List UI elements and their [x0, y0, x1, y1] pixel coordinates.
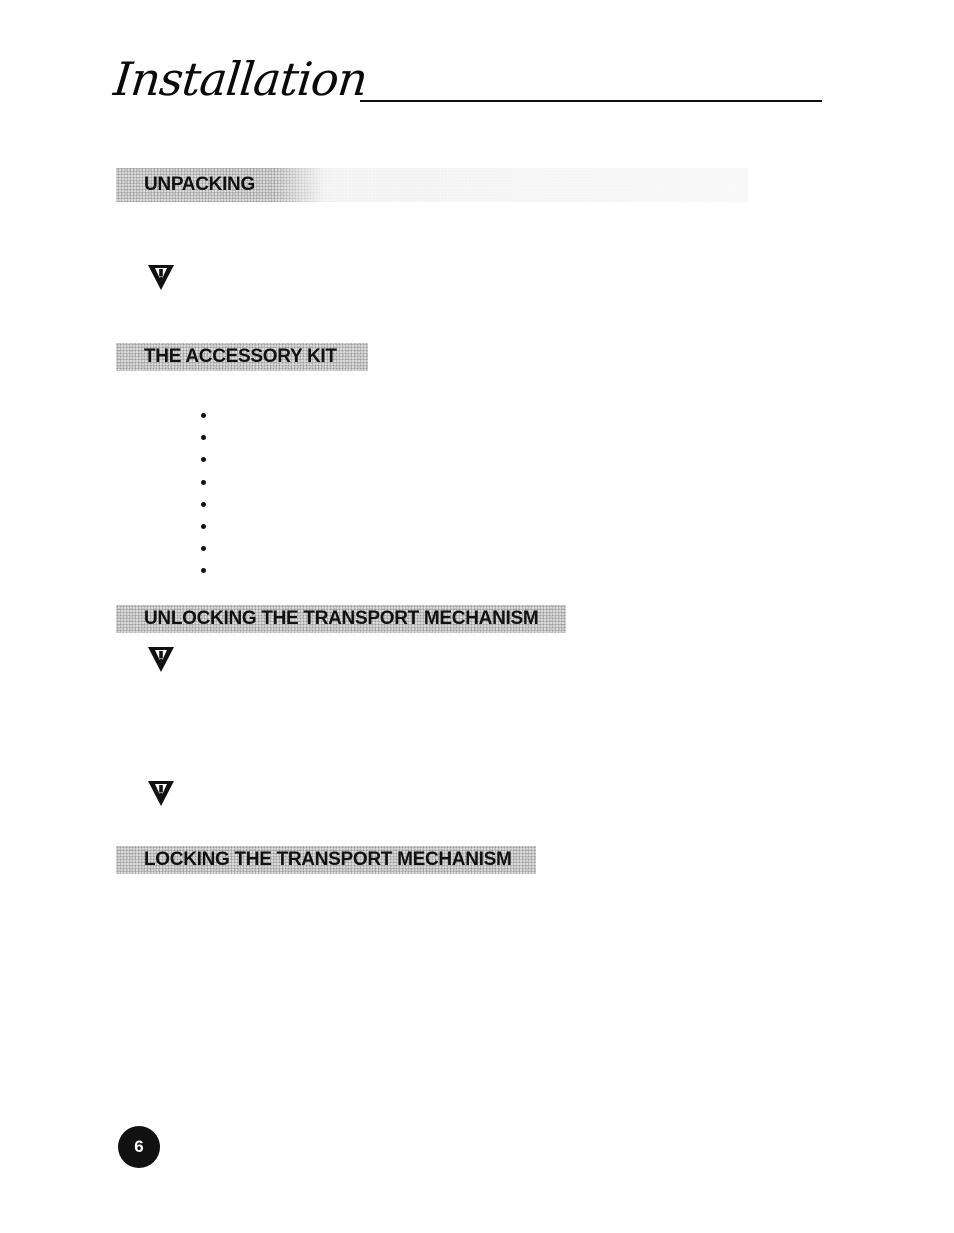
title-rule: [360, 100, 822, 102]
section-heading-label: THE ACCESSORY KIT: [144, 346, 337, 367]
section-heading-unlocking: [116, 605, 566, 633]
section-heading-accessory-kit: [116, 343, 368, 371]
warning-icon: [146, 262, 176, 292]
section-heading-locking: [116, 846, 536, 874]
section-heading-label: LOCKING THE TRANSPORT MECHANISM: [144, 849, 512, 870]
section-heading-unpacking: [116, 168, 748, 202]
warning-icon: [146, 644, 176, 674]
section-heading-label: UNPACKING: [144, 174, 255, 195]
page-title: Installation: [111, 52, 370, 106]
warning-icon: [146, 778, 176, 808]
page-number-badge: [118, 1126, 160, 1168]
section-heading-label: UNLOCKING THE TRANSPORT MECHANISM: [144, 608, 539, 629]
page-number: 6: [134, 1137, 144, 1156]
